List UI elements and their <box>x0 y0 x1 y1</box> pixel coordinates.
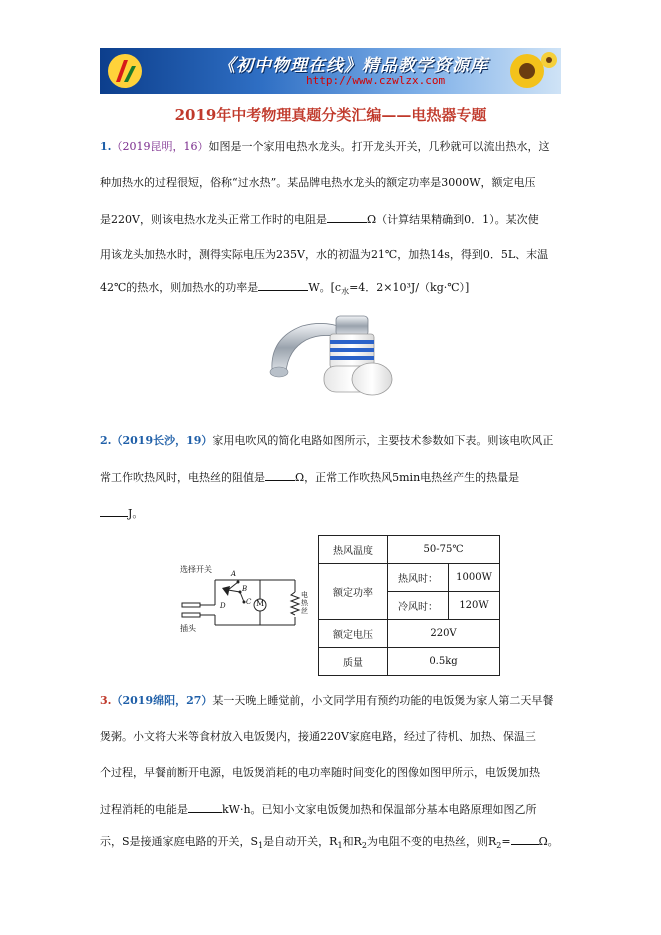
heater-label: 电热丝 <box>301 591 308 615</box>
q3-text-5e: = <box>501 835 511 848</box>
table-row <box>319 536 500 564</box>
table-cell: 220V <box>388 620 500 648</box>
q1-text-3a: 是220V，则该电热水龙头正常工作时的电阻是 <box>100 213 327 226</box>
q3-text-5f: Ω。 <box>538 835 559 848</box>
table-cell: 热风时： <box>388 564 449 592</box>
table-cell: 热风温度 <box>319 536 388 564</box>
node-b-label: B <box>242 585 248 593</box>
q2-answer-blank-1[interactable] <box>265 470 295 481</box>
sunflower-icon <box>497 50 557 92</box>
table-cell: 120W <box>449 592 500 620</box>
q3-text-5a: 示，S是接通家庭电路的开关，S <box>100 835 259 848</box>
switch-label: 选择开关 <box>180 565 212 574</box>
q3-sub-s1: 1 <box>258 841 264 851</box>
q3-line-1 <box>100 694 553 708</box>
q1-text-5b: W。[c <box>308 281 342 294</box>
q3-text-5b: 是自动开关，R <box>263 835 338 848</box>
table-cell: 1000W <box>449 564 500 592</box>
hairdryer-spec-table <box>318 535 500 676</box>
node-c-label: C <box>246 598 252 606</box>
plug-label: 插头 <box>180 624 196 633</box>
q3-text-1: 某一天晚上睡觉前，小文同学用有预约功能的电饭煲为家人第二天早餐 <box>212 694 554 707</box>
q1-text-1: 如图是一个家用电热水龙头。打开龙头开关，几秒就可以流出热水，这 <box>208 140 550 153</box>
banner-url[interactable]: http://www.czwlzx.com <box>306 74 446 87</box>
q2-text-2b: Ω，正常工作吹热风5min电热丝产生的热量是 <box>295 471 520 484</box>
q3-answer-blank-2[interactable] <box>511 834 539 845</box>
faucet-illustration <box>262 304 404 398</box>
q3-sub-r1: 1 <box>337 841 343 851</box>
hairdryer-circuit-diagram <box>180 560 310 635</box>
node-d-label: D <box>220 602 226 610</box>
q1-line-2: 种加热水的过程很短，俗称“过水热”。某品牌电热水龙头的额定功率是3000W，额定电压 <box>100 176 536 189</box>
q3-sub-r2b: 2 <box>496 841 502 851</box>
q3-source: （2019绵阳，27） <box>111 694 213 707</box>
q2-line-1 <box>100 434 553 448</box>
q2-source: （2019长沙，19） <box>111 434 213 447</box>
table-row <box>319 648 500 676</box>
q3-line-3: 个过程，早餐前断开电源，电饭煲消耗的电功率随时间变化的图像如图甲所示，电饭煲加热 <box>100 766 540 779</box>
q1-answer-blank-1[interactable] <box>327 212 367 223</box>
q1-text-5c: =4．2×10³J/（kg·℃）] <box>349 281 470 294</box>
q1-sub-water: 水 <box>341 287 350 297</box>
q3-number: 3. <box>100 694 112 707</box>
q1-text-5a: 42℃的热水，则加热水的功率是 <box>100 281 259 294</box>
table-row <box>319 564 500 592</box>
q2-answer-blank-2[interactable] <box>100 506 128 517</box>
q1-text-3b: Ω（计算结果精确到0．1）。某次使 <box>366 213 539 226</box>
q3-line-4 <box>100 802 537 817</box>
q3-line-2: 煲粥。小文将大米等食材放入电饭煲内，接通220V家庭电路，经过了待机、加热、保温三 <box>100 730 536 743</box>
q3-sub-r2: 2 <box>361 841 367 851</box>
table-cell: 额定功率 <box>319 564 388 620</box>
node-a-label: A <box>231 570 237 578</box>
banner-brand: 《初中物理在线》精品教学资源库 <box>218 56 488 76</box>
q2-text-3: J。 <box>128 507 144 520</box>
q1-source: （2019昆明，16） <box>111 140 209 153</box>
document-title: 2019年中考物理真题分类汇编——电热器专题 <box>174 106 487 124</box>
q3-text-4b: kW·h。已知小文家电饭煲加热和保温部分基本电路原理如图乙所 <box>222 803 537 816</box>
q3-text-5c: 和R <box>342 835 362 848</box>
table-row <box>319 620 500 648</box>
q1-line-4: 用该龙头加热水时，测得实际电压为235V，水的初温为21℃，加热14s，得到0．5L、末温 <box>100 248 549 261</box>
q2-text-1: 家用电吹风的简化电路如图所示，主要技术参数如下表。则该电吹风正 <box>212 434 554 447</box>
header-banner <box>100 48 561 94</box>
site-logo-icon <box>106 52 144 90</box>
table-cell: 质量 <box>319 648 388 676</box>
q3-line-5 <box>100 834 559 853</box>
q2-line-3 <box>100 506 143 521</box>
table-cell: 冷风时： <box>388 592 449 620</box>
q1-number: 1. <box>100 140 112 153</box>
q1-answer-blank-2[interactable] <box>258 280 308 291</box>
q3-text-4a: 过程消耗的电能是 <box>100 803 188 816</box>
table-cell: 额定电压 <box>319 620 388 648</box>
q2-number: 2. <box>100 434 112 447</box>
q1-line-3 <box>100 212 539 227</box>
q1-line-5 <box>100 280 469 299</box>
q2-line-2 <box>100 470 519 485</box>
q3-answer-blank-1[interactable] <box>188 802 222 813</box>
table-cell: 0.5kg <box>388 648 500 676</box>
q3-text-5d: 为电阻不变的电热丝，则R <box>366 835 497 848</box>
table-cell: 50-75℃ <box>388 536 500 564</box>
q1-line-1 <box>100 140 549 154</box>
motor-icon: M <box>256 599 265 608</box>
q2-text-2a: 常工作吹热风时，电热丝的阻值是 <box>100 471 265 484</box>
